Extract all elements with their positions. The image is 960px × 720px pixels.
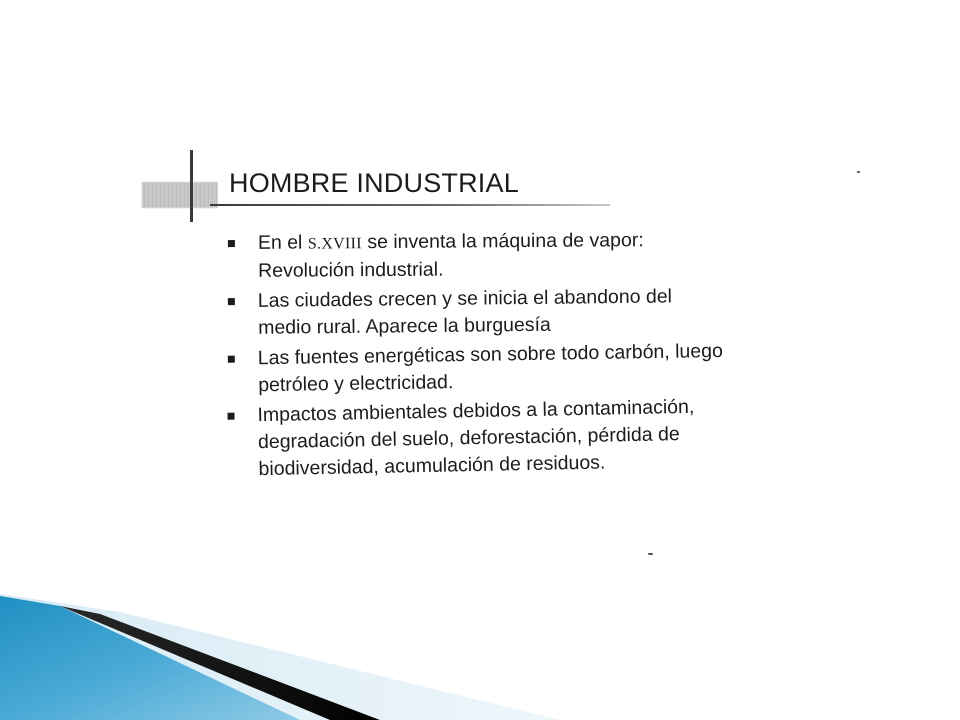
bullet-item-steam-engine xyxy=(228,226,828,285)
bullet-list xyxy=(228,228,828,480)
bullet-2-line-1: Las ciudades crecen y se inicia el abandono del xyxy=(257,285,673,312)
slide-title: HOMBRE INDUSTRIAL xyxy=(229,168,519,198)
bullet-3-line-2: petróleo y electricidad. xyxy=(258,371,454,397)
scan-speck xyxy=(648,553,653,555)
scan-speck xyxy=(857,171,860,173)
bullet-item-cities xyxy=(228,282,829,342)
bullet-1-text-end: se inventa la máquina de vapor: xyxy=(361,229,644,254)
square-bullet-icon xyxy=(227,413,234,420)
crosshair-mark-icon xyxy=(142,182,218,208)
registration-line-vertical xyxy=(190,150,193,222)
bullet-3-line-1: Las fuentes energéticas son sobre todo carbón, luego xyxy=(257,339,724,370)
bullet-item-energy xyxy=(228,336,829,399)
bullet-4-line-1: Impactos ambientales debidos a la contaminación, xyxy=(257,395,695,427)
bullet-4-line-3: biodiversidad, acumulación de residuos. xyxy=(258,451,606,481)
bullet-item-impacts xyxy=(227,391,828,484)
square-bullet-icon xyxy=(228,356,235,363)
bullet-1-text-start: En el xyxy=(257,231,308,254)
square-bullet-icon xyxy=(228,240,235,247)
bullet-4-line-2: degradación del suelo, deforestación, pérdida de xyxy=(257,423,680,454)
title-underline xyxy=(210,204,610,206)
scanned-page xyxy=(140,140,880,580)
corner-decoration xyxy=(0,590,960,720)
bullet-1-century: S.XVIII xyxy=(307,235,362,253)
square-bullet-icon xyxy=(228,298,235,305)
bullet-1-line-2: Revolución industrial. xyxy=(258,258,444,282)
bullet-2-line-2: medio rural. Aparece la burguesía xyxy=(258,313,551,339)
